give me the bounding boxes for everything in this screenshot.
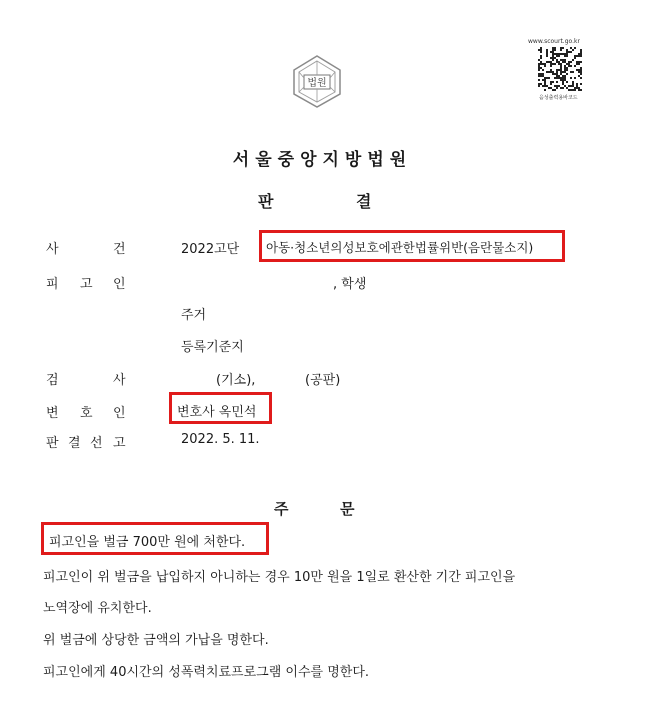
qr-url: www.scourt.go.kr (528, 38, 580, 45)
qr-code-icon (538, 47, 582, 91)
registration-label: 등록기준지 (181, 340, 244, 355)
ruling-line4: 위 벌금에 상당한 금액의 가납을 명한다. (43, 633, 269, 648)
ruling-line2: 피고인이 위 벌금을 납입하지 아니하는 경우 10만 원을 1일로 환산한 기간 피고인을 (43, 570, 516, 585)
ruling-line5: 피고인에게 40시간의 성폭력치료프로그램 이수를 명한다. (43, 665, 370, 680)
counsel-label-1: 변 (46, 406, 59, 421)
seal-text: 법원 (307, 78, 327, 89)
court-name: 서울중앙지방법원 (232, 150, 413, 170)
prosecutor-trial: (공판) (305, 373, 341, 388)
ruling-line3: 노역장에 유치한다. (43, 601, 152, 616)
residence-label: 주거 (181, 308, 207, 323)
verdict-date-label-2: 결 (68, 436, 81, 451)
counsel-value: 변호사 옥민석 (177, 405, 257, 420)
prosecutor-label-2: 사 (113, 373, 126, 388)
case-label-2: 건 (113, 242, 126, 257)
ruling-title-right: 문 (340, 500, 355, 518)
counsel-label-2: 호 (80, 406, 93, 421)
doc-title-right: 결 (356, 192, 372, 211)
ruling-title-left: 주 (274, 500, 289, 518)
verdict-date: 2022. 5. 11. (181, 432, 260, 447)
prosecutor-label-1: 검 (46, 373, 59, 388)
verdict-date-label-3: 선 (90, 436, 103, 451)
case-number: 2022고단 (181, 242, 240, 257)
verdict-date-label-1: 판 (46, 436, 59, 451)
doc-title-left: 판 (258, 192, 274, 211)
defendant-label-3: 인 (113, 277, 126, 292)
verdict-date-label-4: 고 (113, 436, 126, 451)
ruling-line1: 피고인을 벌금 700만 원에 처한다. (49, 535, 246, 550)
case-name: 아동·청소년의성보호에관한법률위반(음란물소지) (266, 240, 534, 255)
prosecutor-prosecution: (기소), (216, 373, 256, 388)
defendant-label-1: 피 (46, 277, 59, 292)
counsel-label-3: 인 (113, 406, 126, 421)
defendant-value: , 학생 (333, 277, 367, 292)
qr-caption: 음성출력용바코드 (539, 95, 578, 101)
defendant-label-2: 고 (80, 277, 93, 292)
case-label-1: 사 (46, 242, 59, 257)
court-seal-icon (287, 52, 347, 110)
